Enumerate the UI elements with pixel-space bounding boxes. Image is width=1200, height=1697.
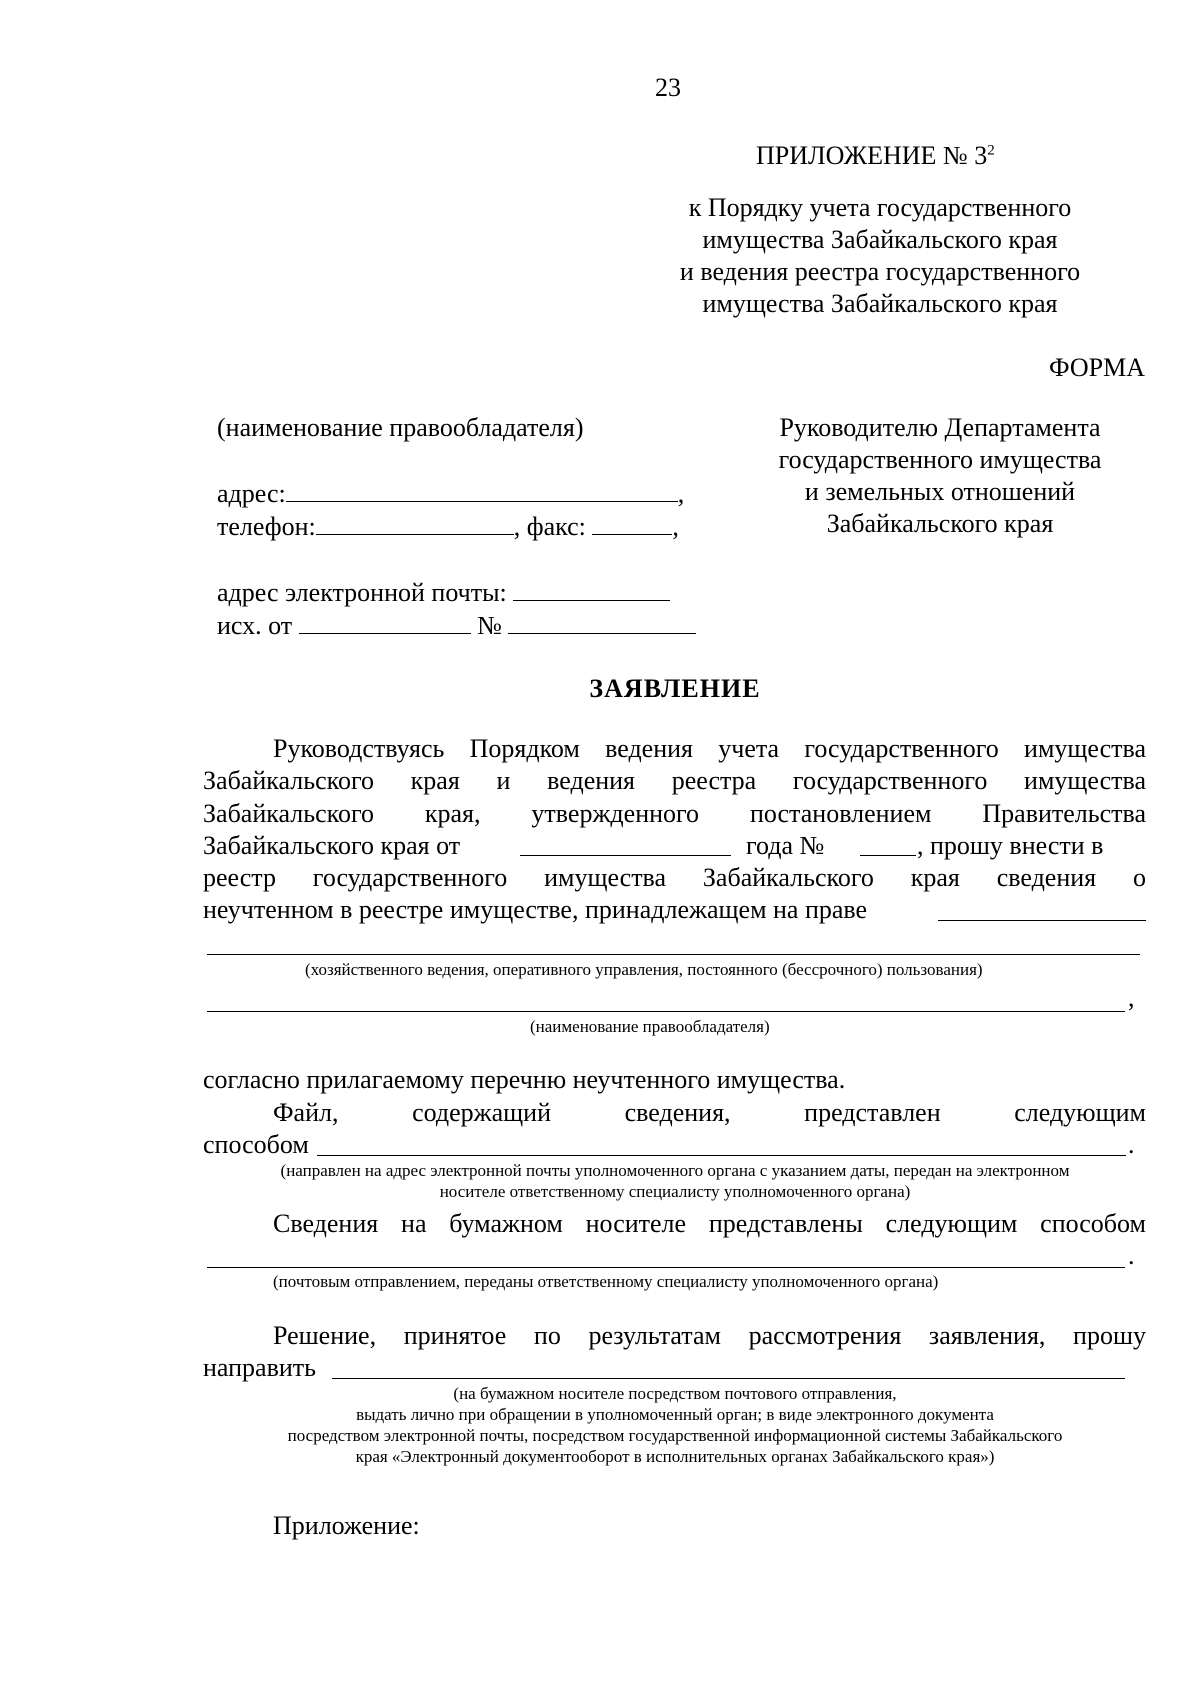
address-label: адрес: (217, 479, 286, 508)
decision-line-2: направить (203, 1353, 316, 1382)
recipient-line: Забайкальского края (826, 509, 1054, 538)
decision-method-field[interactable] (332, 1378, 1125, 1379)
outgoing-date-field[interactable] (299, 611, 471, 634)
appendix-title-text: ПРИЛОЖЕНИЕ № 3 (756, 141, 988, 170)
appendix-ref-line: имущества Забайкальского края (702, 225, 1058, 254)
para1-line-2: Забайкальского края и ведения реестра государственного имущества (203, 766, 1146, 795)
paper-line-1: Сведения на бумажном носителе представлены следующим способом (273, 1209, 1146, 1238)
email-field[interactable] (513, 578, 670, 601)
phone-label: телефон: (217, 512, 316, 541)
decree-number-field[interactable] (860, 855, 916, 856)
paper-caption: (почтовым отправлением, переданы ответственному специалисту уполномоченного органа) (273, 1272, 939, 1291)
appendix-ref-line: к Порядку учета государственного (688, 193, 1072, 222)
decision-caption (0, 1383, 1200, 1467)
file-line-1: Файл, содержащий сведения, представлен следующим (273, 1098, 1146, 1127)
decision-caption-line: края «Электронный документооборот в исполнительных органах Забайкальского края») (355, 1447, 995, 1466)
paper-dot: . (1128, 1241, 1135, 1270)
right-type-field[interactable] (938, 920, 1146, 921)
sender-phone-row (217, 511, 679, 543)
address-field[interactable] (286, 479, 678, 502)
recipient-line: государственного имущества (778, 445, 1102, 474)
recipient-line: и земельных отношений (804, 477, 1076, 506)
decision-caption-line: (на бумажном носителе посредством почтового отправления, (453, 1384, 897, 1403)
file-caption-1: (направлен на адрес электронной почты уполномоченного органа с указанием даты, передан на электронном (280, 1161, 1070, 1180)
decision-caption-line: посредством электронной почты, посредством государственной информационной системы Забайкальского (287, 1426, 1063, 1445)
holder-caption: (наименование правообладателя) (530, 1017, 770, 1036)
decree-date-field[interactable] (520, 855, 731, 856)
sender-name-caption: (наименование правообладателя) (217, 413, 584, 442)
form-label: ФОРМА (1049, 353, 1145, 382)
file-dot: . (1128, 1130, 1135, 1159)
outgoing-row (217, 610, 696, 642)
phone-field[interactable] (316, 512, 514, 535)
file-method-field[interactable] (317, 1155, 1126, 1156)
file-line-2: способом (203, 1130, 309, 1159)
holder-comma: , (1128, 983, 1135, 1012)
fax-label: , факс: (513, 512, 586, 541)
para1-line-4-c: , прошу внести в (917, 831, 1104, 860)
recipient-block (740, 412, 1140, 540)
fax-field[interactable] (592, 512, 672, 535)
outgoing-number-sign: № (477, 611, 502, 640)
appendix-title (756, 140, 995, 172)
email-label: адрес электронной почты: (217, 578, 507, 607)
appendix-reference (650, 192, 1110, 320)
appendix-ref-line: имущества Забайкальского края (702, 289, 1058, 318)
sender-address-row (217, 478, 684, 510)
decision-line-1: Решение, принятое по результатам рассмотрения заявления, прошу (273, 1321, 1146, 1350)
para1-line-6: неучтенном в реестре имуществе, принадлежащем на праве (203, 895, 868, 924)
outgoing-label: исх. от (217, 611, 293, 640)
appendix-title-sup: 2 (987, 142, 995, 159)
para1-line-3: Забайкальского края, утвержденного постановлением Правительства (203, 799, 1146, 828)
para1-line-5: реестр государственного имущества Забайкальского края сведения о (203, 863, 1146, 892)
para1-line-4-a: Забайкальского края от (203, 831, 461, 860)
outgoing-number-field[interactable] (508, 611, 696, 634)
statement-heading: ЗАЯВЛЕНИЕ (589, 674, 761, 703)
address-comma: , (677, 479, 685, 508)
holder-name-field[interactable] (207, 1011, 1125, 1012)
decision-caption-line: выдать лично при обращении в уполномоченный орган; в виде электронного документа (356, 1405, 994, 1424)
para1-line-4-b: года № (746, 831, 825, 860)
right-type-caption: (хозяйственного ведения, оперативного управления, постоянного (бессрочного) пользования) (305, 960, 983, 979)
file-caption-2: носителе ответственному специалисту уполномоченного органа) (439, 1182, 911, 1201)
right-type-field-cont[interactable] (207, 954, 1140, 955)
recipient-line: Руководителю Департамента (779, 413, 1101, 442)
para1-line-1: Руководствуясь Порядком ведения учета государственного имущества (273, 734, 1146, 763)
para2: согласно прилагаемому перечню неучтенного имущества. (203, 1065, 846, 1094)
sender-email-row (217, 577, 670, 609)
appendix-ref-line: и ведения реестра государственного (679, 257, 1081, 286)
page-number: 23 (655, 73, 681, 102)
attachment-label: Приложение: (273, 1511, 420, 1540)
fax-comma: , (672, 512, 679, 541)
paper-method-field[interactable] (207, 1267, 1125, 1268)
